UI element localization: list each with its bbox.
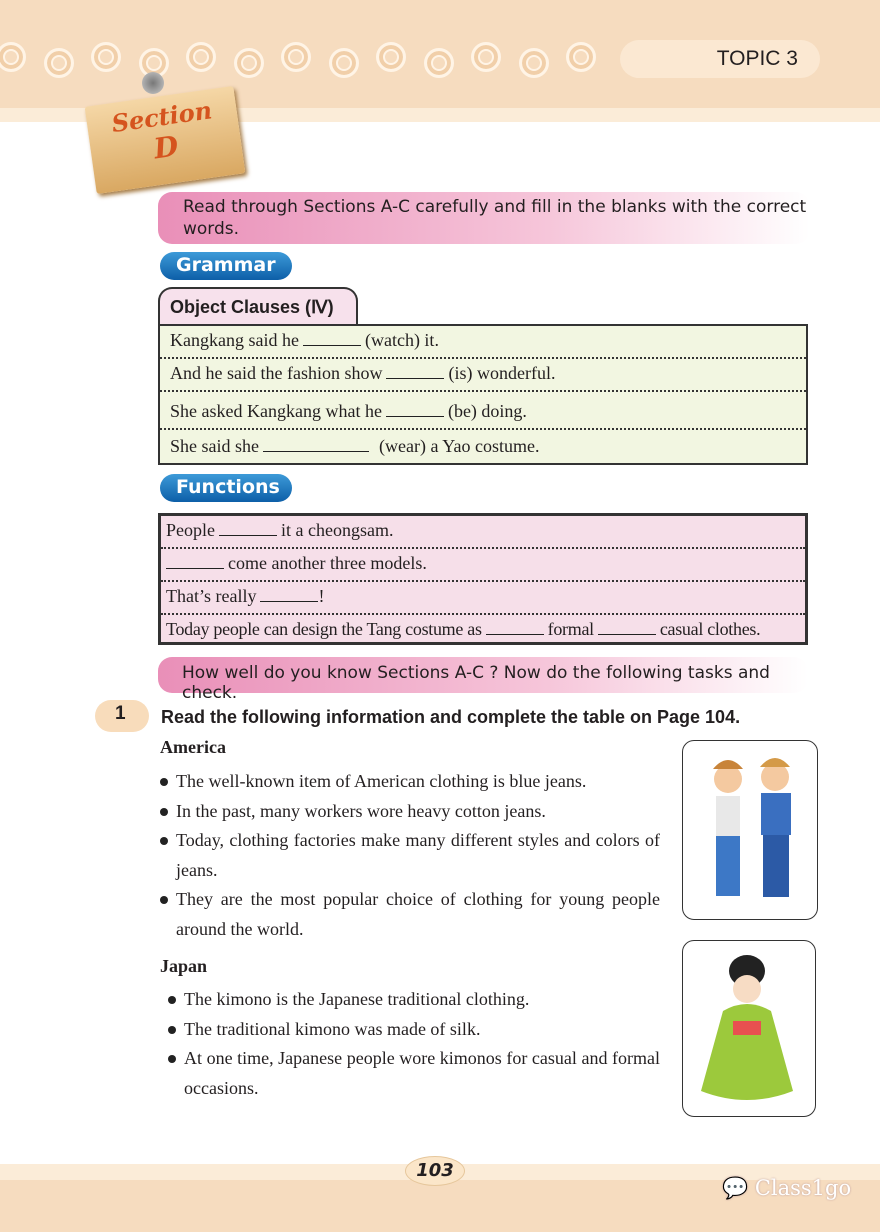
grammar-badge: Grammar <box>160 252 292 280</box>
watermark <box>722 1176 851 1201</box>
how-well-banner: How well do you know Sections A-C ? Now do the following tasks and check. <box>158 657 808 693</box>
japan-list <box>168 985 660 1103</box>
list-item: The well-known item of American clothing is blue jeans. <box>160 767 660 797</box>
functions-row <box>161 582 805 615</box>
object-clauses-tab: Object Clauses (Ⅳ) <box>158 287 358 326</box>
row-text: She said she <box>170 436 259 456</box>
page-number: 103 <box>405 1156 465 1186</box>
list-item: The kimono is the Japanese traditional clothing. <box>168 985 660 1015</box>
row-text: She asked Kangkang what he <box>170 401 382 421</box>
chat-bubbles-icon: 💬 <box>722 1176 755 1200</box>
section-letter: D <box>151 129 181 166</box>
blank[interactable] <box>386 403 444 417</box>
grammar-row <box>160 326 806 359</box>
ring-decoration <box>281 42 311 72</box>
row-text: (watch) it. <box>364 330 439 350</box>
blank[interactable] <box>303 332 361 346</box>
pin-icon <box>142 72 164 94</box>
row-text: ! <box>318 586 325 606</box>
blank[interactable] <box>260 588 318 602</box>
row-text: Today people can design the Tang costume as <box>166 619 482 639</box>
row-text: (be) doing. <box>447 401 527 421</box>
functions-row <box>161 516 805 549</box>
row-text: (is) wonderful. <box>448 363 556 383</box>
america-heading: America <box>160 737 226 757</box>
grammar-row <box>160 359 806 392</box>
list-item: The traditional kimono was made of silk. <box>168 1015 660 1045</box>
functions-row <box>161 615 805 648</box>
list-item: In the past, many workers wore heavy cotton jeans. <box>160 797 660 827</box>
row-text: That’s really <box>166 586 257 606</box>
ring-decoration <box>234 48 264 78</box>
ring-decoration <box>471 42 501 72</box>
watermark-text: Class1go <box>754 1176 852 1200</box>
list-item: They are the most popular choice of clothing for young people around the world. <box>160 885 660 944</box>
blank[interactable] <box>598 621 656 635</box>
grammar-table <box>158 324 808 465</box>
list-item: Today, clothing factories make many different styles and colors of jeans. <box>160 826 660 885</box>
grammar-row <box>160 392 806 430</box>
task-title: Read the following information and complete the table on Page 104. <box>161 707 741 727</box>
kimono-illustration <box>682 940 816 1117</box>
ring-decoration <box>329 48 359 78</box>
ring-decoration <box>519 48 549 78</box>
america-list <box>160 767 660 944</box>
blank[interactable] <box>219 522 277 536</box>
blank[interactable] <box>486 621 544 635</box>
japan-heading: Japan <box>160 956 208 976</box>
row-text: casual clothes. <box>659 619 761 639</box>
boys-figure-icon <box>683 741 819 921</box>
row-text: And he said the fashion show <box>170 363 383 383</box>
ring-decoration <box>186 42 216 72</box>
functions-row <box>161 549 805 582</box>
topic-label: TOPIC 3 <box>620 40 820 78</box>
jeans-boys-illustration <box>682 740 818 920</box>
blank[interactable] <box>263 438 369 452</box>
row-text: formal <box>547 619 594 639</box>
row-text: (wear) a Yao costume. <box>379 436 540 456</box>
task-number: 1 <box>95 700 149 732</box>
functions-badge: Functions <box>160 474 292 502</box>
instruction-banner: Read through Sections A-C carefully and fill in the blanks with the correct words. <box>158 192 810 244</box>
ring-decoration <box>44 48 74 78</box>
section-word: Section <box>109 95 214 139</box>
blank[interactable] <box>386 365 444 379</box>
grammar-row <box>160 430 806 463</box>
list-item: At one time, Japanese people wore kimonos for casual and formal occasions. <box>168 1044 660 1103</box>
ring-decoration <box>376 42 406 72</box>
kimono-figure-icon <box>683 941 817 1118</box>
ring-decoration <box>91 42 121 72</box>
row-text: come another three models. <box>228 553 427 573</box>
row-text: Kangkang said he <box>170 330 299 350</box>
functions-table <box>158 513 808 645</box>
row-text: it a cheongsam. <box>281 520 394 540</box>
ring-decoration <box>424 48 454 78</box>
row-text: People <box>166 520 215 540</box>
blank[interactable] <box>166 555 224 569</box>
ring-decoration <box>566 42 596 72</box>
